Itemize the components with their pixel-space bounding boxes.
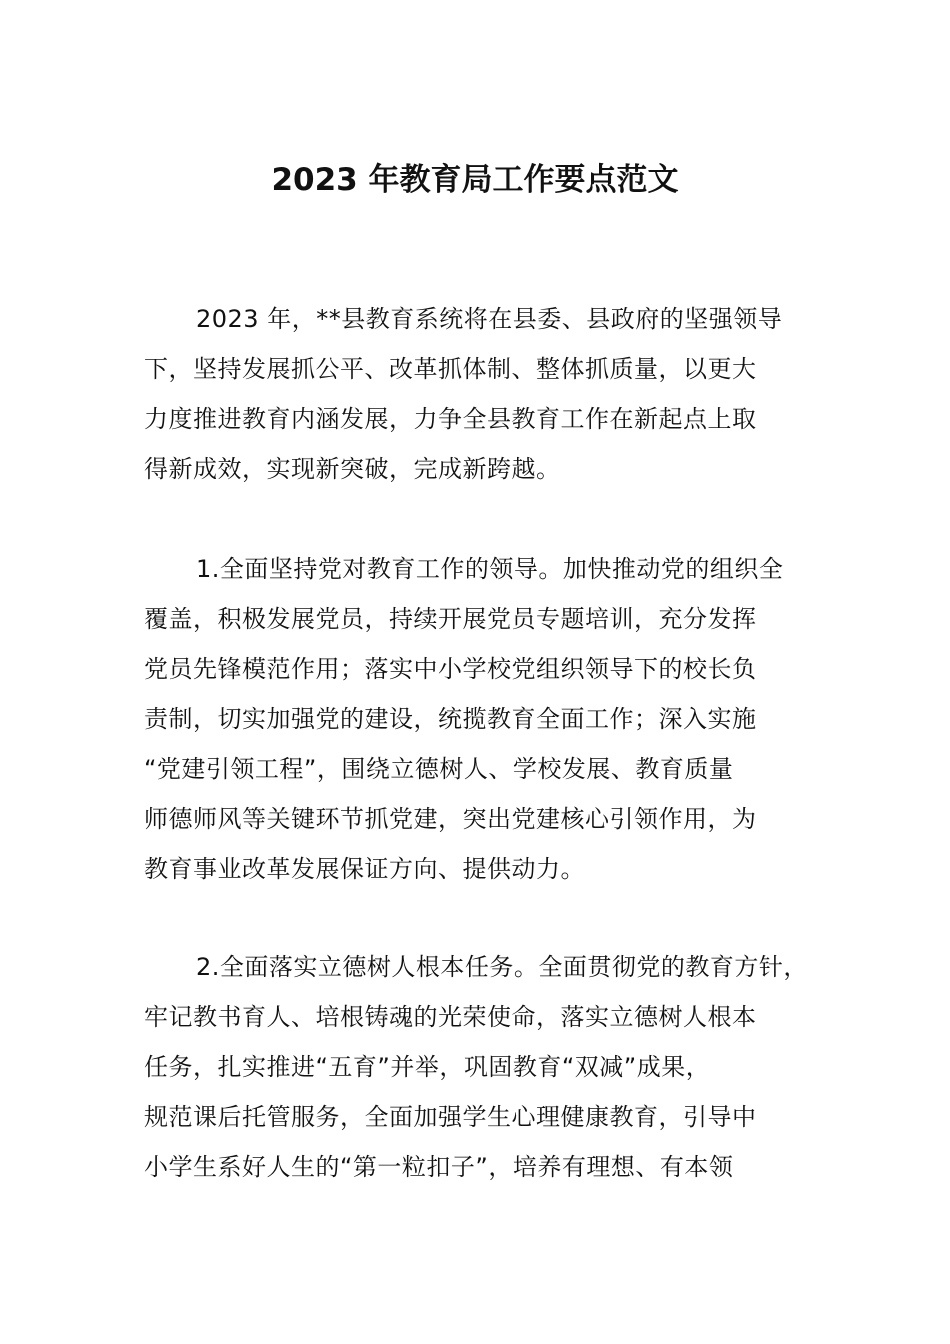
paragraph-line: 教育事业改革发展保证方向、提供动力。 (144, 855, 585, 883)
paragraph-intro (144, 294, 844, 494)
paragraph-line: 2.全面落实立德树人根本任务。全面贯彻党的教育方针， (196, 953, 808, 981)
paragraph-line: 1.全面坚持党对教育工作的领导。加快推动党的组织全 (196, 555, 784, 583)
document-title: 2023 年教育局工作要点范文 (271, 162, 679, 198)
paragraph-item-2 (144, 942, 844, 1192)
paragraph-line: 师德师风等关键环节抓党建，突出党建核心引领作用，为 (144, 805, 757, 833)
paragraph-line: 力度推进教育内涵发展，力争全县教育工作在新起点上取 (144, 405, 757, 433)
paragraph-line: 覆盖，积极发展党员，持续开展党员专题培训，充分发挥 (144, 605, 757, 633)
paragraph-line: 下，坚持发展抓公平、改革抓体制、整体抓质量，以更大 (144, 355, 757, 383)
paragraph-item-1 (144, 544, 844, 894)
paragraph-line: 规范课后托管服务，全面加强学生心理健康教育，引导中 (144, 1103, 757, 1131)
paragraph-line: 牢记教书育人、培根铸魂的光荣使命，落实立德树人根本 (144, 1003, 757, 1031)
paragraph-line: 任务，扎实推进“五育”并举，巩固教育“双减”成果， (144, 1053, 711, 1081)
paragraph-line: “党建引领工程”，围绕立德树人、学校发展、教育质量 (144, 755, 734, 783)
paragraph-line: 2023 年，**县教育系统将在县委、县政府的坚强领导 (196, 305, 783, 333)
paragraph-line: 得新成效，实现新突破，完成新跨越。 (144, 455, 561, 483)
paragraph-line: 小学生系好人生的“第一粒扣子”，培养有理想、有本领 (144, 1153, 734, 1181)
paragraph-line: 党员先锋模范作用；落实中小学校党组织领导下的校长负 (144, 655, 757, 683)
paragraph-line: 责制，切实加强党的建设，统揽教育全面工作；深入实施 (144, 705, 757, 733)
